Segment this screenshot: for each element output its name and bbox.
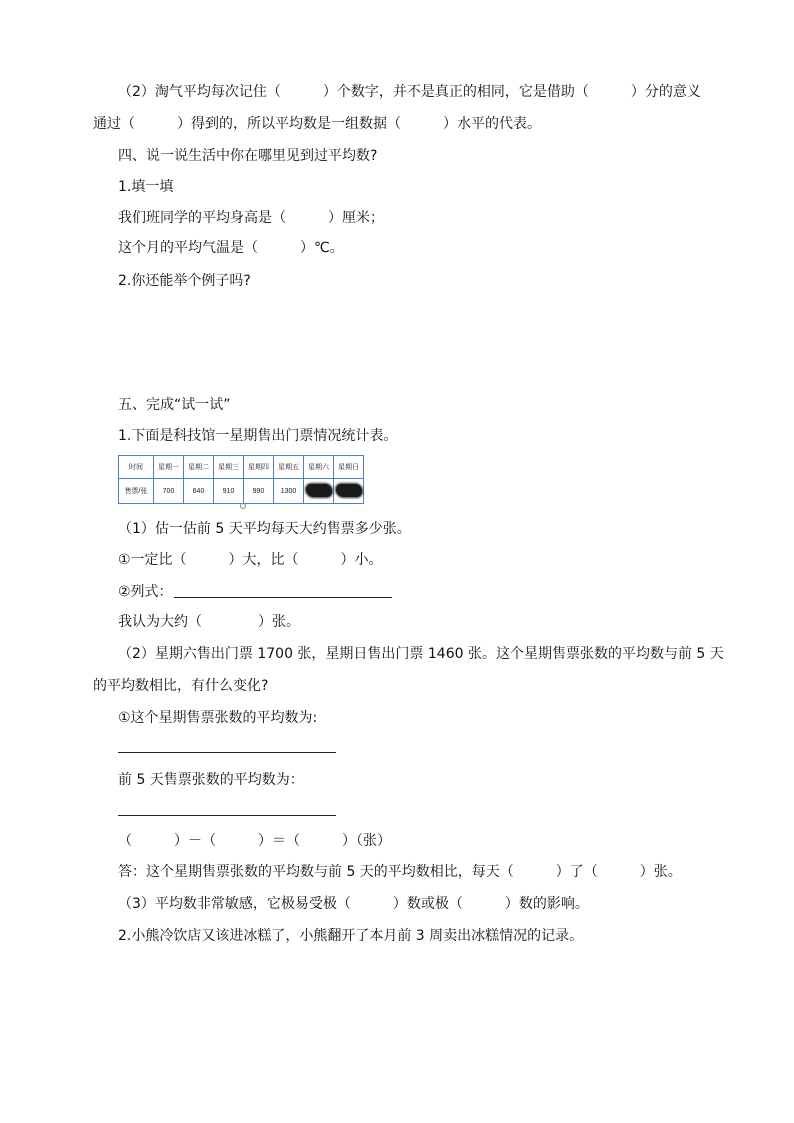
table-day-5: 星期五 (274, 456, 304, 479)
answer-line (174, 597, 392, 598)
section5-sub2-equation: （ ）－（ ）＝（ ）（张） (118, 833, 391, 849)
table-day-2: 星期二 (184, 456, 214, 479)
section5-q1-title: 1.下面是科技馆一星期售出门票情况统计表。 (118, 428, 398, 444)
answer-line (118, 752, 336, 753)
table-day-4: 星期四 (244, 456, 274, 479)
table-day-1: 星期一 (154, 456, 184, 479)
section4-q1-line2: 这个月的平均气温是（ ）℃。 (118, 240, 344, 256)
section3-item2-line1: （2）淘气平均每次记住（ ）个数字，并不是真正的相同，它是借助（ ）分的意义 (118, 84, 701, 100)
section5-sub2-b: 前 5 天售票张数的平均数为： (118, 772, 304, 788)
section5-title: 五、完成“试一试” (118, 397, 231, 413)
table-value-2: 640 (184, 479, 214, 504)
section5-sub3: （3）平均数非常敏感，它极易受极（ ）数或极（ ）数的影响。 (118, 896, 589, 912)
table-day-7: 星期日 (334, 456, 364, 479)
section5-sub2-a: ①这个星期售票张数的平均数为: (118, 710, 318, 726)
section5-sub2-line1: （2）星期六售出门票 1700 张，星期日售出门票 1460 张。这个星期售票张数的平均数与前 5 天 (118, 646, 724, 662)
section5-sub2-line2: 的平均数相比，有什么变化? (93, 678, 269, 694)
table-day-6: 星期六 (304, 456, 334, 479)
section5-sub2-answer: 答：这个星期售票张数的平均数与前 5 天的平均数相比，每天（ ）了（ ）张。 (118, 864, 682, 880)
table-value-6-obscured (304, 479, 334, 504)
section5-sub1-c: 我认为大约（ ）张。 (118, 614, 300, 630)
table-value-5: 1300 (274, 479, 304, 504)
ticket-sales-table (118, 455, 364, 504)
answer-line (118, 815, 336, 816)
section4-q1-title: 1.填一填 (118, 179, 174, 195)
table-header-label: 时间 (119, 456, 154, 479)
section4-title: 四、说一说生活中你在哪里见到过平均数? (118, 148, 378, 164)
table-resize-handle (240, 503, 246, 509)
section5-q2-title: 2.小熊冷饮店又该进冰糕了，小熊翻开了本月前 3 周卖出冰糕情况的记录。 (118, 928, 584, 944)
section3-item2-line2: 通过（ ）得到的，所以平均数是一组数据（ ）水平的代表。 (93, 116, 541, 132)
table-value-4: 990 (244, 479, 274, 504)
section5-sub1-title: （1）估一估前 5 天平均每天大约售票多少张。 (118, 521, 411, 537)
section5-sub1-b: ②列式： (118, 584, 173, 600)
table-day-3: 星期三 (214, 456, 244, 479)
section4-q2-title: 2.你还能举个例子吗? (118, 273, 251, 289)
section4-q1-line1: 我们班同学的平均身高是（ ）厘米； (118, 210, 384, 226)
table-value-3: 910 (214, 479, 244, 504)
table-value-1: 700 (154, 479, 184, 504)
table-row-label: 售票/张 (119, 479, 154, 504)
section5-sub1-a: ①一定比（ ）大，比（ ）小。 (118, 552, 383, 568)
ink-blot (306, 484, 332, 497)
table-value-7-obscured (334, 479, 364, 504)
ink-blot (336, 484, 362, 497)
